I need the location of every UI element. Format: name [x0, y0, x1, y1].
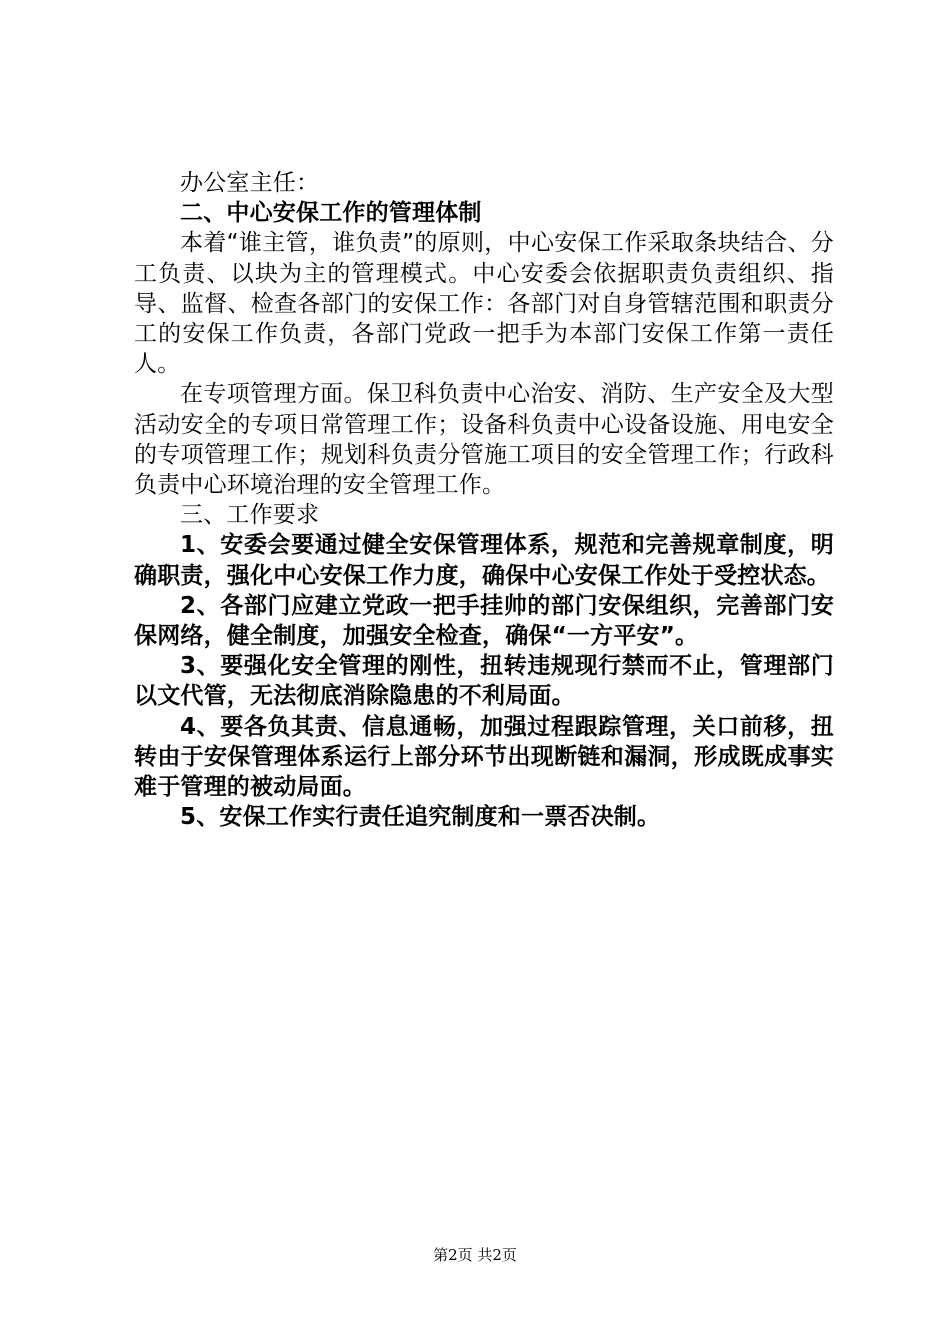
requirement-item-3: 3、要强化安全管理的刚性，扭转违规现行禁而不止，管理部门以文代管，无法彻底消除隐患的不利局面。 — [134, 653, 834, 710]
paragraph-office-director: 办公室主任： — [180, 170, 320, 196]
requirement-item-4: 4、要各负其责、信息通畅，加强过程跟踪管理，关口前移，扭转由于安保管理体系运行上部分环节出现断链和漏洞，形成既成事实难于管理的被动局面。 — [134, 713, 834, 801]
requirement-item-2: 2、各部门应建立党政一把手挂帅的部门安保组织，完善部门安保网络，健全制度，加强安全检查，确保“一方平安”。 — [134, 592, 834, 650]
document-body — [134, 168, 834, 832]
paragraph-management-principle: 本着“谁主管，谁负责”的原则，中心安保工作采取条块结合、分工负责、以块为主的管理模式。中心安委会依据职责负责组织、指导、监督、检查各部门的安保工作：各部门对自身管辖范围和职责分工的安保工作负责，各部门党政一把手为本部门安保工作第一责任人。 — [134, 230, 834, 378]
section-heading-work-requirements: 三、工作要求 — [180, 502, 320, 529]
page-number-footer: 第2页 共2页 — [433, 1246, 517, 1264]
section-heading-management-system: 二、中心安保工作的管理体制 — [180, 200, 482, 227]
requirement-item-1: 1、安委会要通过健全安保管理体系，规范和完善规章制度，明确职责，强化中心安保工作力度，确保中心安保工作处于受控状态。 — [134, 532, 834, 589]
paragraph-special-management: 在专项管理方面。保卫科负责中心治安、消防、生产安全及大型活动安全的专项日常管理工作；设备科负责中心设备设施、用电安全的专项管理工作；规划科负责分管施工项目的安全管理工作；行政科负责中心环境治理的安全管理工作。 — [134, 381, 834, 499]
requirement-item-5: 5、安保工作实行责任追究制度和一票否决制。 — [180, 804, 661, 831]
